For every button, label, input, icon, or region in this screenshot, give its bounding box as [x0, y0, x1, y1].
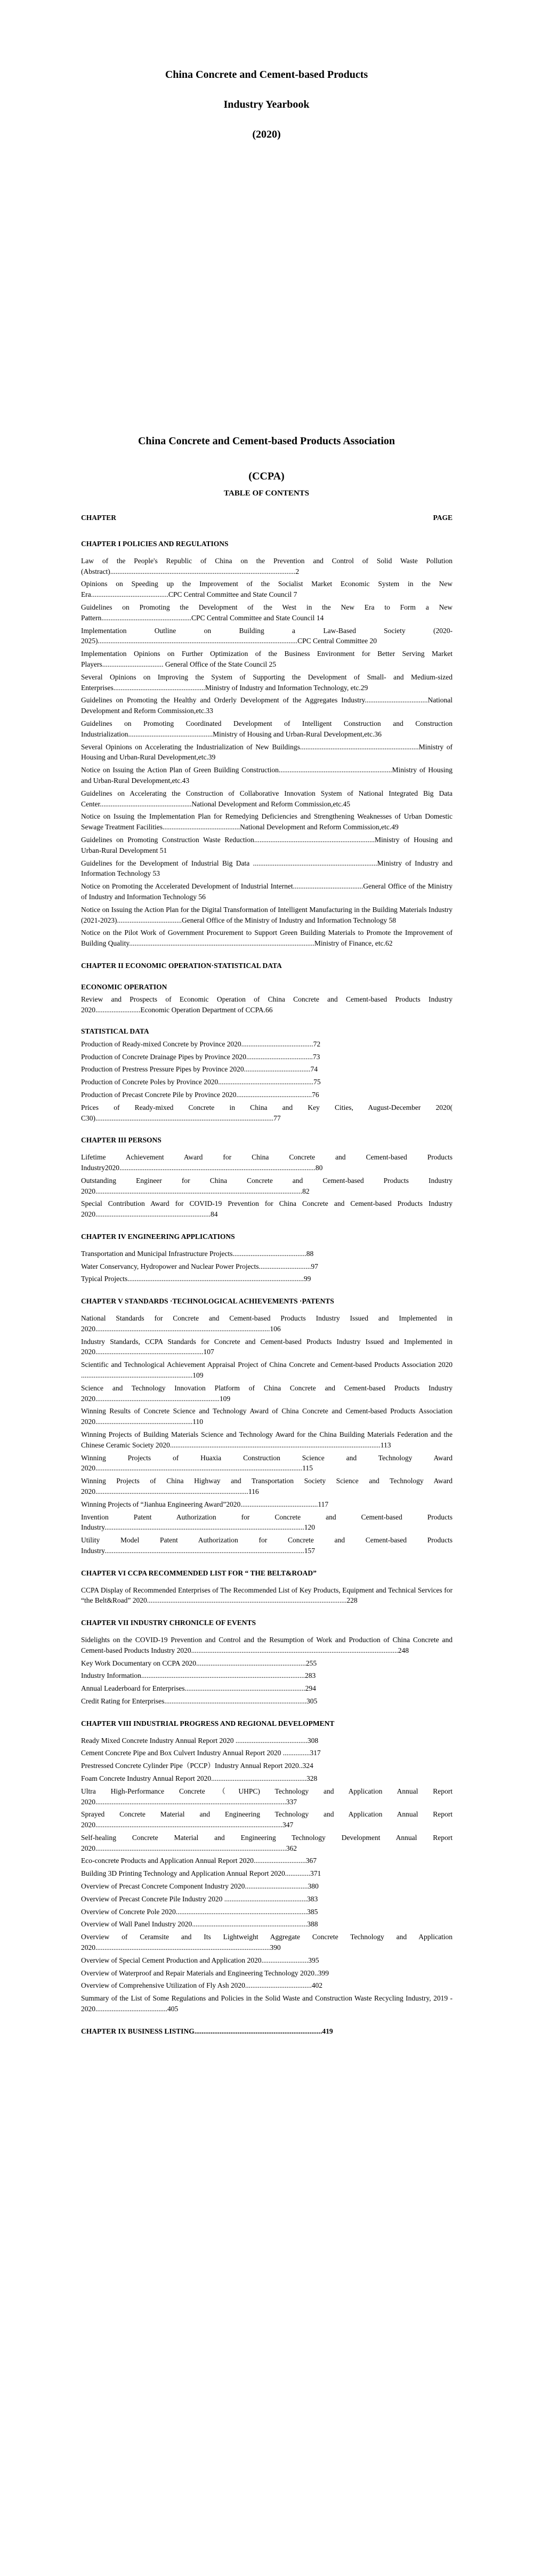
toc-entry: Notice on Issuing the Action Plan of Green Building Construction...............................................................Ministry of Housing and Urban-Rural Development,etc.43 — [81, 766, 453, 785]
toc-entry: Prices of Ready-mixed Concrete in China and Key Cities, August-December 2020( C30)...................................................................................................77 — [81, 1103, 453, 1122]
table-of-contents — [81, 539, 453, 2043]
toc-entry: Industry Standards, CCPA Standards for Concrete and Cement-based Products Industry Issued and Implemented in 2020............................................................107 — [81, 1337, 453, 1356]
toc-entry: Annual Leaderboard for Enterprises...................................................................294 — [81, 1684, 316, 1693]
cover-block — [0, 68, 533, 158]
toc-entry: Overview of Ceramsite and Its Lightweight Aggregate Concrete Technology and Application 2020.................................................................................................390 — [81, 1933, 453, 1952]
chapter-heading: CHAPTER VI CCPA RECOMMENDED LIST FOR “ THE BELT&ROAD” — [81, 1569, 317, 1577]
toc-entry: Special Contribution Award for COVID-19 Prevention for China Concrete and Cement-based Products Industry 2020................................................................84 — [81, 1199, 453, 1219]
toc-entry: Eco-concrete Products and Application Annual Report 2020.............................367 — [81, 1857, 317, 1865]
toc-entry: Building 3D Printing Technology and Application Annual Report 2020..............371 — [81, 1869, 321, 1878]
toc-entry: Self-healing Concrete Material and Engineering Technology Development Annual Report 2020..........................................................................................................362 — [81, 1833, 453, 1852]
chapter-heading: CHAPTER I POLICIES AND REGULATIONS — [81, 540, 229, 548]
toc-entry: Transportation and Municipal Infrastructure Projects.........................................88 — [81, 1249, 314, 1258]
toc-entry: Opinions on Speeding up the Improvement of the Socialist Market Economic System in the New Era...........................................CPC Central Committee and State Council 7 — [81, 580, 453, 599]
toc-entry: Implementation Outline on Building a Law-Based Society (2020-2025)...............................................................................................................CPC Central Committee 20 — [81, 626, 453, 645]
toc-entry: Cement Concrete Pipe and Box Culvert Industry Annual Report 2020 ...............317 — [81, 1749, 321, 1757]
association-header — [0, 435, 533, 498]
toc-entry: Overview of Waterproof and Repair Materials and Engineering Technology 2020..399 — [81, 1969, 329, 1977]
chapter-heading: CHAPTER IX BUSINESS LISTING.......................................................................419 — [81, 2027, 333, 2035]
toc-entry: Winning Projects of Building Materials Science and Technology Award for the China Building Materials Federation and the Chinese Ceramic Society 2020.....................................................................................................................113 — [81, 1430, 453, 1449]
chapter-heading: CHAPTER V STANDARDS ·TECHNOLOGICAL ACHIEVEMENTS ·PATENTS — [81, 1297, 334, 1306]
toc-entry: Law of the People's Republic of China on the Prevention and Control of Solid Waste Pollution (Abstract).......................................................................................................2 — [81, 556, 453, 575]
toc-entry: Several Opinions on Accelerating the Industrialization of New Buildings..................................................................Ministry of Housing and Urban-Rural Development,etc.39 — [81, 742, 453, 762]
toc-entry: Notice on Issuing the Implementation Plan for Remedying Deficiencies and Strengthening Weaknesses of Urban Domestic Sewage Treatment Facilities...........................................National Development and Reform Commission,etc.49 — [81, 812, 453, 831]
toc-entry: Notice on the Pilot Work of Government Procurement to Support Green Building Materials to Promote the Improvement of Building Quality.......................................................................................................Ministry of Finance, etc.62 — [81, 929, 453, 948]
toc-entry: Utility Model Patent Authorization for Concrete and Cement-based Products Industry...............................................................................................................157 — [81, 1536, 453, 1555]
column-page-label: PAGE — [433, 514, 453, 522]
toc-entry: Credit Rating for Enterprises...............................................................................305 — [81, 1697, 318, 1705]
association-abbr: (CCPA) — [248, 470, 285, 482]
column-chapter-label: CHAPTER — [81, 514, 117, 522]
toc-title: TABLE OF CONTENTS — [223, 489, 310, 498]
toc-entry: Notice on Promoting the Accelerated Development of Industrial Internet.......................................General Office of the Ministry of Industry and Information Technology 56 — [81, 882, 453, 901]
toc-entry: Overview of Concrete Pole 2020.........................................................................385 — [81, 1907, 318, 1916]
toc-entry: Prestressed Concrete Cylinder Pipe（PCCP）Industry Annual Report 2020..324 — [81, 1762, 313, 1770]
toc-entry: Winning Results of Concrete Science and Technology Award of China Concrete and Cement-based Products Association 2020......................................................110 — [81, 1407, 453, 1426]
toc-entry: Production of Prestress Pressure Pipes by Province 2020.....................................74 — [81, 1065, 318, 1074]
cover-title: China Concrete and Cement-based Products — [165, 69, 368, 81]
toc-entry: Overview of Precast Concrete Component Industry 2020...................................380 — [81, 1882, 319, 1891]
toc-entry: Water Conservancy, Hydropower and Nuclear Power Projects.............................97 — [81, 1262, 318, 1270]
toc-entry: Foam Concrete Industry Annual Report 2020.....................................................328 — [81, 1774, 318, 1782]
toc-entry: Guidelines on Promoting the Development of the West in the New Era to Form a New Pattern..................................................CPC Central Committee and State Council 14 — [81, 603, 453, 622]
cover-subtitle: Industry Yearbook — [223, 99, 310, 110]
toc-entry: Guidelines on Promoting Coordinated Development of Intelligent Construction and Construction Industrialization...............................................Ministry of Housing and Urban-Rural Development,etc.36 — [81, 719, 453, 738]
chapter-heading: CHAPTER VII INDUSTRY CHRONICLE OF EVENTS — [81, 1619, 256, 1627]
toc-entry: Sprayed Concrete Material and Engineering Technology and Application Annual Report 2020........................................................................................................347 — [81, 1810, 453, 1829]
toc-entry: Overview of Special Cement Production and Application 2020..........................395 — [81, 1956, 319, 1964]
toc-entry: Production of Precast Concrete Pile by Province 2020..........................................76 — [81, 1091, 319, 1099]
toc-entry: Summary of the List of Some Regulations and Policies in the Solid Waste and Construction Waste Recycling Industry, 2019 - 2020........................................405 — [81, 1994, 453, 2013]
toc-entry: Ultra High-Performance Concrete（UHPC) Technology and Application Annual Report 2020..........................................................................................................337 — [81, 1787, 453, 1806]
chapter-heading: CHAPTER IV ENGINEERING APPLICATIONS — [81, 1233, 235, 1241]
chapter-heading: CHAPTER VIII INDUSTRIAL PROGRESS AND REGIONAL DEVELOPMENT — [81, 1719, 335, 1727]
toc-entry: Review and Prospects of Economic Operation of China Concrete and Cement-based Products Industry 2020.........................Economic Operation Department of CCPA.66 — [81, 995, 453, 1014]
toc-entry: National Standards for Concrete and Cement-based Products Industry Issued and Implemented in 2020.................................................................................................106 — [81, 1314, 453, 1333]
cover-year: (2020) — [252, 129, 281, 140]
subsection-heading: ECONOMIC OPERATION — [81, 982, 167, 991]
toc-entry: Production of Concrete Drainage Pipes by Province 2020.....................................73 — [81, 1052, 320, 1061]
toc-entry: Key Work Documentary on CCPA 2020.............................................................255 — [81, 1659, 317, 1667]
toc-entry: Guidelines for the Development of Industrial Big Data .....................................................................Ministry of Industry and Information Technology 53 — [81, 859, 453, 878]
toc-entry: CCPA Display of Recommended Enterprises of The Recommended List of Key Products, Equipment and Technical Services for “the Belt&Road” 2020...............................................................................................................228 — [81, 1586, 453, 1605]
association-name: China Concrete and Cement-based Products Association — [138, 435, 395, 447]
toc-entry: Guidelines on Promoting the Healthy and Orderly Development of the Aggregates Industry...................................National Development and Reform Commission,etc.33 — [81, 696, 453, 715]
toc-entry: Several Opinions on Improving the System of Supporting the Development of Small- and Medium-sized Enterprises...................................................Ministry of Industry and Information Technology, etc.29 — [81, 673, 453, 692]
toc-entry: Industry Information...........................................................................................283 — [81, 1671, 316, 1680]
toc-entry: Overview of Comprehensive Utilization of Fly Ash 2020.....................................402 — [81, 1981, 322, 1990]
toc-entry: Implementation Opinions on Further Optimization of the Business Environment for Better Serving Market Players.................................. General Office of the State Council 25 — [81, 650, 453, 668]
toc-entry: Notice on Issuing the Action Plan for the Digital Transformation of Intelligent Manufacturing in the Building Materials Industry (2021-2023)....................................General Office of the Ministry of Industry and Information Technology 58 — [81, 905, 453, 924]
toc-entry: Overview of Precast Concrete Pile Industry 2020 ..............................................383 — [81, 1894, 318, 1903]
toc-entry: Invention Patent Authorization for Concrete and Cement-based Products Industry...............................................................................................................120 — [81, 1513, 453, 1532]
toc-column-headers — [81, 514, 453, 522]
toc-entry: Ready Mixed Concrete Industry Annual Report 2020 ........................................308 — [81, 1736, 319, 1745]
toc-entry: Science and Technology Innovation Platform of China Concrete and Cement-based Products Industry 2020.....................................................................109 — [81, 1383, 453, 1403]
toc-entry: Winning Projects of China Highway and Transportation Society Science and Technology Award 2020.....................................................................................116 — [81, 1477, 453, 1495]
toc-entry: Guidelines on Accelerating the Construction of Collaborative Innovation System of National Integrated Big Data Center...................................................National Development and Reform Commission,etc.45 — [81, 789, 453, 808]
toc-entry: Winning Projects of Huaxia Construction Science and Technology Award 2020...................................................................................................................115 — [81, 1453, 453, 1473]
toc-entry: Overview of Wall Panel Industry 2020................................................................388 — [81, 1920, 318, 1929]
toc-entry: Scientific and Technological Achievement Appraisal Project of China Concrete and Cement-based Products Association 2020 ..............................................................109 — [81, 1361, 453, 1379]
toc-entry: Winning Projects of “Jianhua Engineering Award”2020...........................................117 — [81, 1500, 329, 1508]
toc-entry: Sidelights on the COVID-19 Prevention and Control and the Resumption of Work and Production of China Concrete and Cement-based Products Industry 2020...................................................................................................................248 — [81, 1635, 453, 1654]
toc-entry: Outstanding Engineer for China Concrete and Cement-based Products Industry 2020...................................................................................................................82 — [81, 1176, 453, 1195]
chapter-heading: CHAPTER II ECONOMIC OPERATION·STATISTICAL DATA — [81, 961, 282, 970]
toc-entry: Production of Concrete Poles by Province 2020.....................................................75 — [81, 1078, 321, 1086]
toc-entry: Typical Projects..................................................................................................99 — [81, 1275, 311, 1283]
toc-entry: Production of Ready-mixed Concrete by Province 2020........................................72 — [81, 1039, 321, 1048]
subsection-heading: STATISTICAL DATA — [81, 1027, 149, 1036]
chapter-heading: CHAPTER III PERSONS — [81, 1136, 161, 1145]
toc-entry: Guidelines on Promoting Construction Waste Reduction...................................................................Ministry of Housing and Urban-Rural Development 51 — [81, 835, 453, 854]
toc-entry: Lifetime Achievement Award for China Concrete and Cement-based Products Industry2020.............................................................................................................80 — [81, 1153, 453, 1172]
